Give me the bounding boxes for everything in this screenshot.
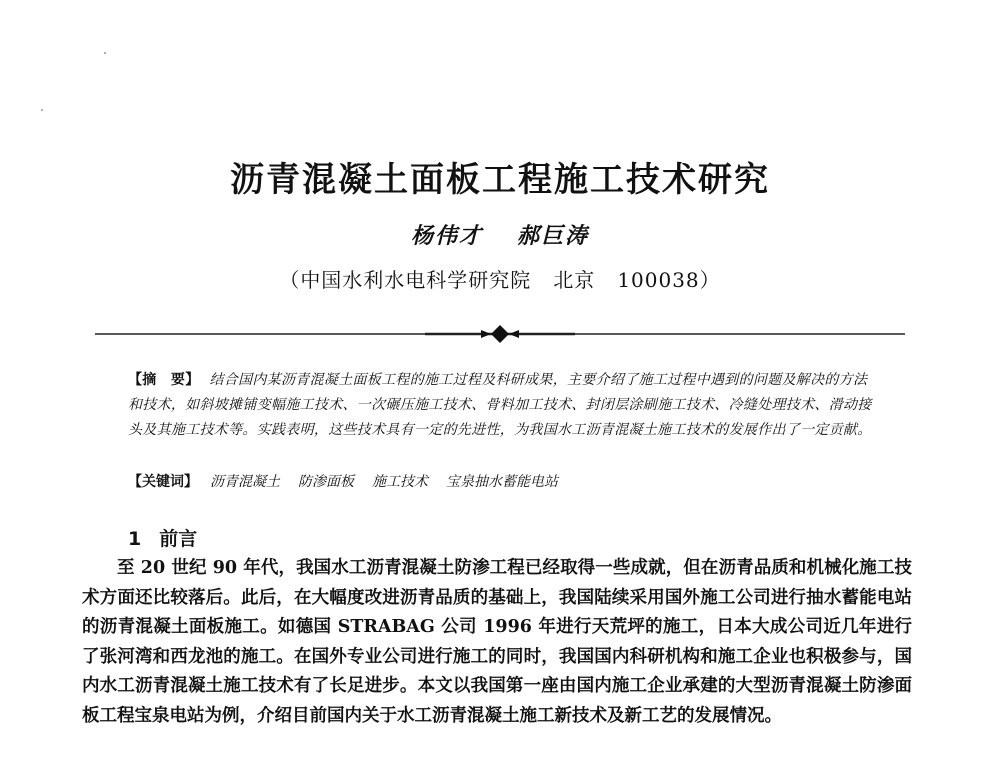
section-title: 前言 [159,528,198,550]
keywords [128,470,880,495]
divider-arrow-right-icon [509,330,519,338]
abstract [128,368,880,443]
scan-speck [41,109,43,111]
keyword: 施工技术 [372,474,428,490]
divider-diamond-icon [491,325,509,343]
divider-arrow-left-icon [481,330,491,338]
paper-title: 沥青混凝土面板工程施工技术研究 [230,160,770,200]
affiliation-open-paren: （ [279,268,301,292]
affiliation-institution: 中国水利水电科学研究院 [300,268,532,292]
affiliation [0,264,1000,293]
scan-speck [104,52,106,54]
author-name: 杨伟才 [410,223,483,249]
abstract-text: 结合国内某沥青混凝土面板工程的施工过程及科研成果，主要介绍了施工过程中遇到的问题及解决的方法和技术，如斜坡摊铺变幅施工技术、一次碾压施工技术、骨料加工技术、封闭层涂刷施工技术、冷缝处理技术、滑动接头及其施工技术等。实践表明，这些技术具有一定的先进性，为我国水工沥青混凝土施工技术的发展作出了一定贡献。 [128,372,872,438]
affiliation-postcode: 100038 [617,268,700,292]
author-list [0,219,1000,250]
keywords-label: 【关键词】 [128,474,198,490]
keyword: 宝泉抽水蓄能电站 [446,474,558,490]
section-body: 至 20 世纪 90 年代，我国水工沥青混凝土防渗工程已经取得一些成就，但在沥青品质和机械化施工技术方面还比较落后。此后，在大幅度改进沥青品质的基础上，我国陆续采用国外施工公司进行抽水蓄能电站的沥青混凝土面板施工。如德国 STRABAG 公司 1996 年进行天荒坪的施工，日本大成公司近几年进行了张河湾和西龙池的施工。在国外专业公司进行施工的同时，我国国内科研机构和施工企业也积极参与，国内水工沥青混凝土施工技术有了长足进步。本文以我国第一座由国内施工企业承建的大型沥青混凝土防渗面板工程宝泉电站为例，介绍目前国内关于水工沥青混凝土施工新技术及新工艺的发展情况。 [82,558,912,726]
ornamental-divider [95,322,905,346]
keyword: 沥青混凝土 [210,474,280,490]
affiliation-close-paren: ） [699,268,721,292]
affiliation-city: 北京 [553,268,596,292]
section-number: 1 [128,528,142,550]
section-heading [128,524,197,551]
keyword: 防渗面板 [298,474,354,490]
author-name: 郝巨涛 [517,223,590,249]
abstract-label: 【摘 要】 [128,372,200,388]
